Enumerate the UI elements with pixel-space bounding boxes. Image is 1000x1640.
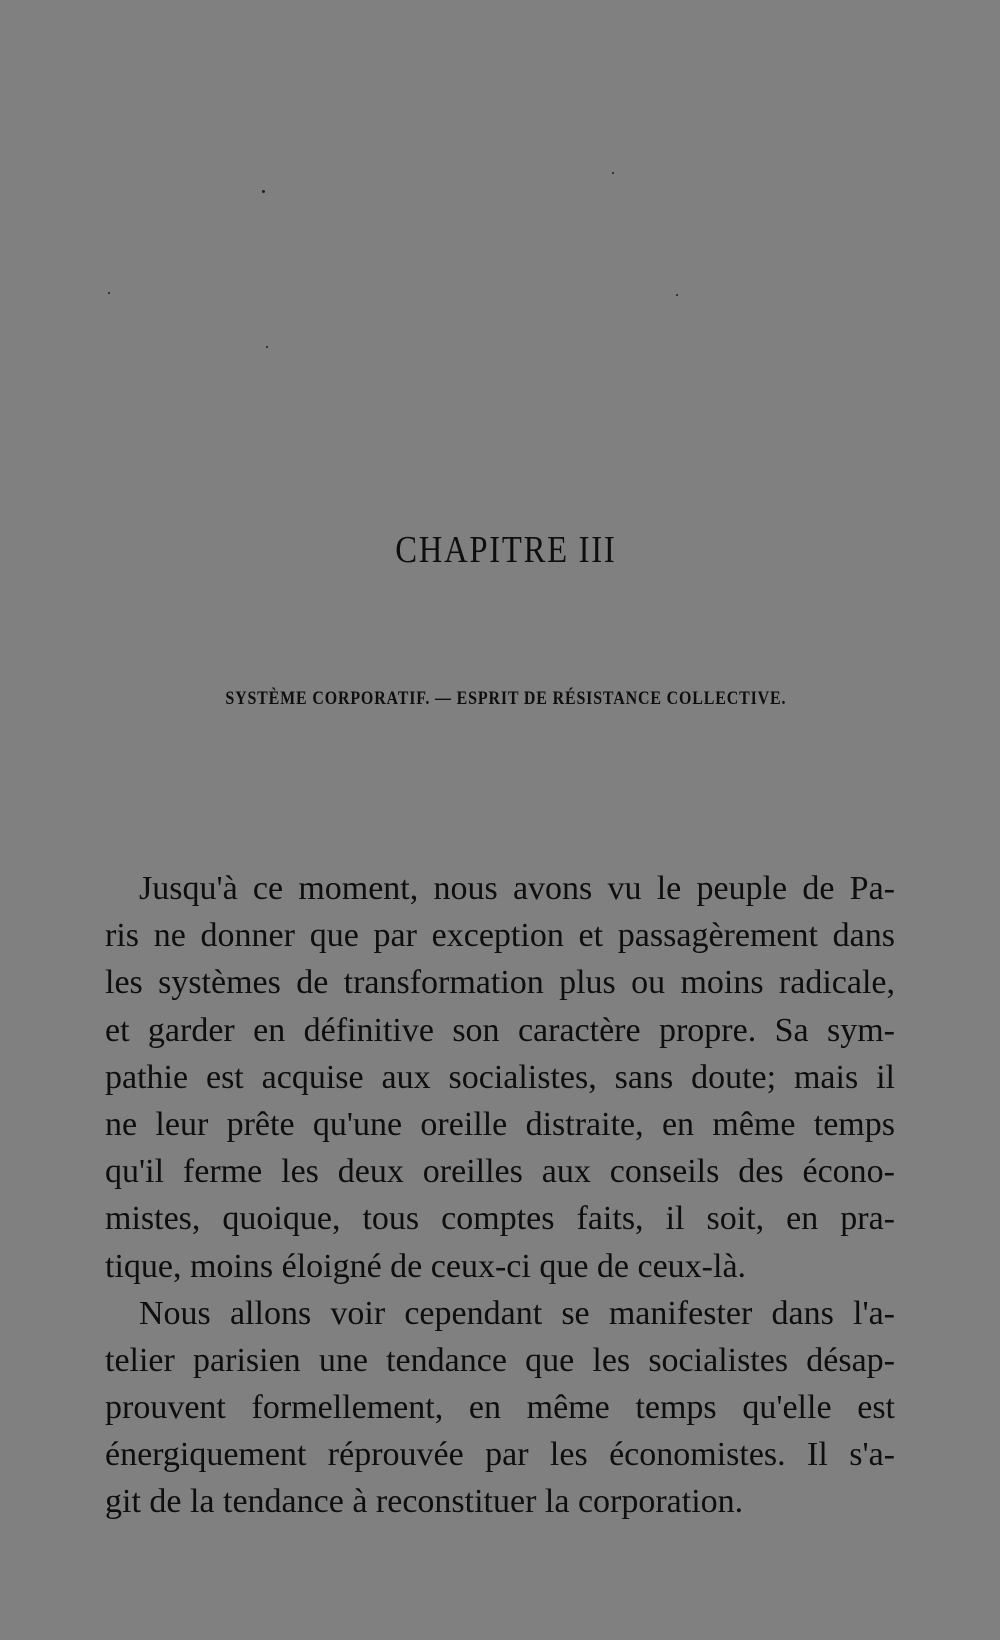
body-text — [105, 865, 895, 1526]
text-line: prouvent formellement, en même temps qu'elle est — [105, 1389, 895, 1427]
text-line: git de la tendance à reconstituer la corporation. — [105, 1483, 744, 1521]
chapter-subtitle: SYSTÈME CORPORATIF. — ESPRIT DE RÉSISTANCE COLLECTIVE. — [225, 688, 787, 709]
scan-speck — [262, 190, 265, 193]
text-line: ris ne donner que par exception et passagèrement dans — [105, 917, 895, 955]
text-line: les systèmes de transformation plus ou moins radicale, — [105, 964, 895, 1002]
chapter-title: CHAPITRE III — [395, 529, 617, 571]
scan-speck — [266, 346, 268, 348]
scan-speck — [108, 292, 110, 294]
text-line: et garder en définitive son caractère propre. Sa sym- — [105, 1011, 895, 1049]
text-line: Nous allons voir cependant se manifester dans l'a- — [139, 1294, 895, 1332]
scan-speck — [676, 294, 678, 296]
text-line: pathie est acquise aux socialistes, sans doute; mais il — [105, 1058, 895, 1096]
scan-speck — [612, 172, 614, 174]
text-line: qu'il ferme les deux oreilles aux conseils des écono- — [105, 1153, 895, 1191]
text-line: énergiquement réprouvée par les économistes. Il s'a- — [105, 1436, 895, 1474]
text-line: telier parisien une tendance que les socialistes désap- — [105, 1341, 895, 1379]
text-line: mistes, quoique, tous comptes faits, il soit, en pra- — [105, 1200, 895, 1238]
text-line: tique, moins éloigné de ceux-ci que de ceux-là. — [105, 1247, 747, 1285]
paragraph — [105, 865, 895, 1290]
text-line: Jusqu'à ce moment, nous avons vu le peuple de Pa- — [139, 870, 895, 907]
text-line: ne leur prête qu'une oreille distraite, en même temps — [105, 1105, 895, 1143]
paragraph — [105, 1290, 895, 1526]
